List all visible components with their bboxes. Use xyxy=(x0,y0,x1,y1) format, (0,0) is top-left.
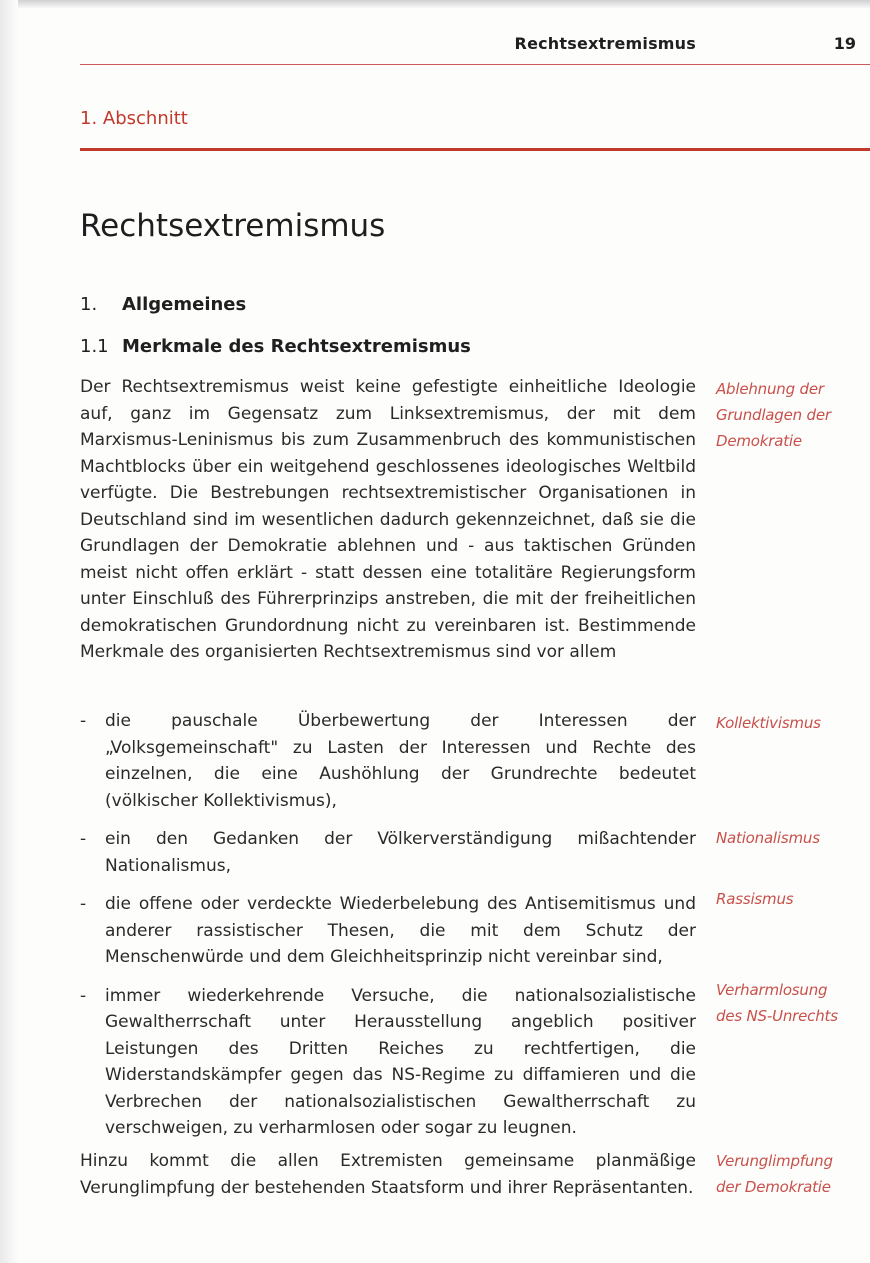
list-item-text: die offene oder verdeckte Wiederbelebung des Antisemitismus und anderer rassistischer Thesen, die mit dem Schutz der Menschenwürde und dem Gleichheitsprinzip nicht vereinbar sind, xyxy=(105,894,696,967)
section-rule xyxy=(80,148,870,151)
list-dash: - xyxy=(80,711,87,731)
page-number: 19 xyxy=(833,34,856,53)
list-dash: - xyxy=(80,985,87,1006)
margin-note-rassismus: Rassismus xyxy=(716,890,794,908)
heading-allgemeines xyxy=(80,294,246,315)
paragraph-closing: Hinzu kommt die allen Extremisten gemeinsame planmäßige Verunglimpfung der bestehenden Staatsform und ihrer Repräsentanten. xyxy=(80,1151,696,1198)
margin-note-line: Verunglimpfung xyxy=(716,1152,833,1170)
list-item-text: ein den Gedanken der Völkerverständigung mißachtender Nationalismus, xyxy=(105,829,696,876)
heading-merkmale xyxy=(80,336,471,357)
paragraph-intro: Der Rechtsextremismus weist keine gefestigte einheitliche Ideologie auf, ganz im Gegensatz zum Linksextremismus, der mit dem Marxismus-Leninismus bis zum Zusammenbruch des kommunistischen Machtblocks über ein weitgehend geschlossenes ideologisches Weltbild verfügte. Die Bestrebungen rechtsextremistischer Organisationen in Deutschland sind im wesentlichen dadurch gekennzeichnet, daß sie die Grundlagen der Demokratie ablehnen und - aus taktischen Gründen meist nicht offen erklärt - statt dessen eine totalitäre Regierungsform unter Einschluß des Führerprinzips anstreben, die mit der freiheitlichen demokratischen Grundordnung nicht zu vereinbaren ist. Bestimmende Merkmale des organisierten Rechtsextremismus sind vor allem xyxy=(80,377,696,662)
margin-note-line: der Demokratie xyxy=(716,1178,831,1196)
list-item xyxy=(80,708,696,814)
list-dash: - xyxy=(80,894,87,914)
chapter-title: Rechtsextremismus xyxy=(80,208,386,244)
list-item xyxy=(80,826,696,879)
subheading-text: Merkmale des Rechtsextremismus xyxy=(122,336,471,357)
margin-note-line: Ablehnung der xyxy=(716,380,824,398)
section-label: 1. Abschnitt xyxy=(80,108,188,129)
page-gutter-shadow xyxy=(0,0,18,1263)
margin-note-verunglimpfung xyxy=(716,1148,866,1200)
characteristics-list xyxy=(80,708,696,1154)
list-item xyxy=(80,891,696,971)
list-item xyxy=(80,983,696,1142)
heading-number: 1. xyxy=(80,294,98,315)
list-item-text: die pauschale Überbewertung der Interessen der „Volksgemeinschaft" zu Lasten der Interessen und Rechte des einzelnen, die eine Aushöhlung der Grundrechte bedeutet (völkischer Kollektivismus), xyxy=(105,711,696,811)
running-header-title: Rechtsextremismus xyxy=(514,34,696,53)
header-rule xyxy=(80,64,870,65)
margin-note-verharmlosung xyxy=(716,977,866,1029)
page-top-edge xyxy=(0,0,870,8)
margin-note-nationalismus: Nationalismus xyxy=(716,829,820,847)
list-dash: - xyxy=(80,829,87,849)
list-item-text: immer wiederkehrende Versuche, die nationalsozialistische Gewaltherrschaft unter Herausstellung angeblich positiver Leistungen des Dritten Reiches zu rechtfertigen, die Widerstandskämpfer gegen das NS-Regime zu diffamieren und die Verbrechen der nationalsozialistischen Gewaltherrschaft zu verschweigen, zu verharmlosen oder sogar zu leugnen. xyxy=(105,985,696,1138)
subheading-number: 1.1 xyxy=(80,336,109,357)
margin-note-kollektivismus: Kollektivismus xyxy=(716,714,821,732)
heading-text: Allgemeines xyxy=(122,294,247,315)
margin-note-line: Verharmlosung xyxy=(716,981,828,999)
margin-note-line: des NS-Unrechts xyxy=(716,1007,838,1025)
margin-note-line: Demokratie xyxy=(716,432,802,450)
margin-note-ablehnung xyxy=(716,376,866,454)
margin-note-line: Grundlagen der xyxy=(716,406,831,424)
